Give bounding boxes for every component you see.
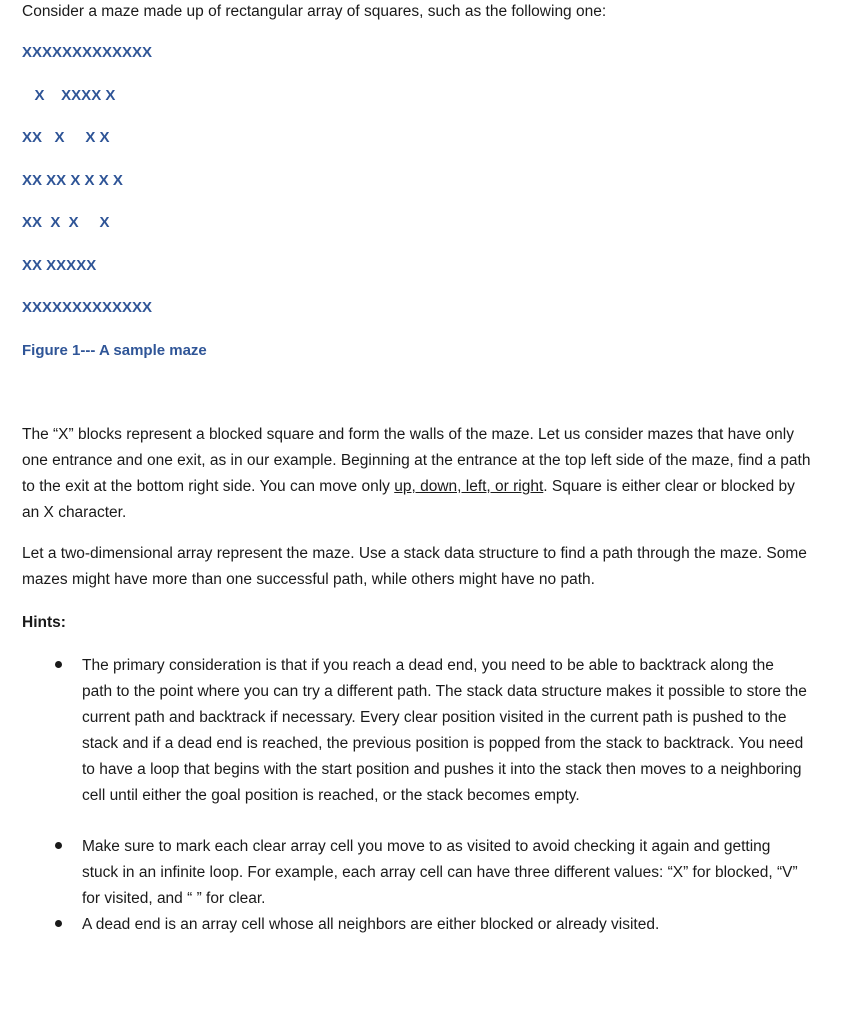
maze-row: XX XX X X X X <box>22 172 123 189</box>
intro-text: Consider a maze made up of rectangular array of squares, such as the following one: <box>22 3 607 20</box>
maze-row: XX XXXXX <box>22 257 97 274</box>
bullet-icon <box>55 920 62 927</box>
maze-row: XX X X X <box>22 214 110 231</box>
maze-row: XXXXXXXXXXXXX <box>22 299 153 316</box>
underlined-directions: up, down, left, or right <box>394 478 544 495</box>
paragraph-text: . Square is either clear or blocked by an X character. <box>22 478 795 521</box>
hint-item: The primary consideration is that if you reach a dead end, you need to be able to backtrack along the path to the point where you can try a different path. The stack data structure makes it possible to store the current path and backtrack if necessary. Every clear position visited in the current path is pushed to the stack and if a dead end is reached, the previous position is popped from the stack to backtrack. You need to have a loop that begins with the start position and pushes it into the stack then moves to a neighboring cell until either the goal position is reached, or the stack becomes empty. <box>82 657 807 804</box>
paragraph-stack-description: Let a two-dimensional array represent the maze. Use a stack data structure to find a path through the maze. Some mazes might have more than one successful path, while others might have no path. <box>22 545 807 588</box>
hint-item: A dead end is an array cell whose all neighbors are either blocked or already visited. <box>82 916 660 933</box>
maze-row: X XXXX X <box>22 87 116 104</box>
paragraph-maze-description <box>22 422 812 526</box>
bullet-icon <box>55 661 62 668</box>
maze-row: XX X X X <box>22 129 110 146</box>
bullet-icon <box>55 842 62 849</box>
figure-caption: Figure 1--- A sample maze <box>22 342 207 359</box>
paragraph-text: The “X” blocks represent a blocked square and form the walls of the maze. Let us consider mazes that have only one entrance and one exit, as in our example. Beginning at the entrance at the top left side of the maze, find a path to the exit at the bottom right side. You can move only <box>22 426 811 495</box>
hints-heading: Hints: <box>22 614 66 631</box>
maze-row: XXXXXXXXXXXXX <box>22 44 153 61</box>
hint-item: Make sure to mark each clear array cell you move to as visited to avoid checking it again and getting stuck in an infinite loop. For example, each array cell can have three different values: “X” for blocked, “V” for visited, and “ ” for clear. <box>82 838 798 907</box>
